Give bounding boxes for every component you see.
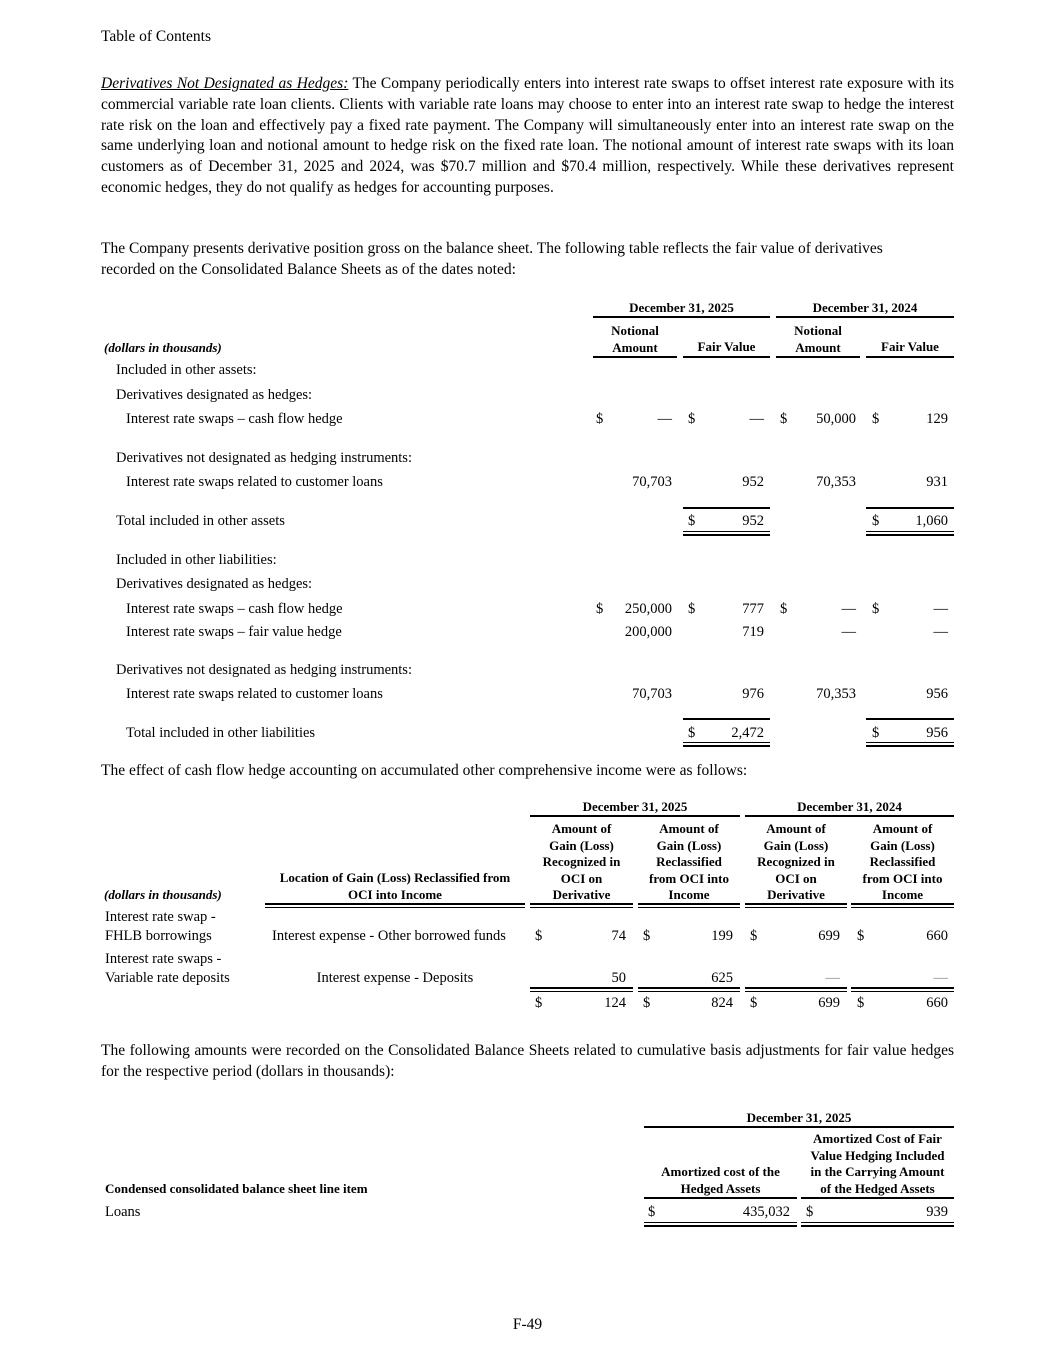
page-number: F-49 — [512, 1316, 543, 1333]
section-label: Derivatives not designated as hedging instruments: — [116, 450, 412, 466]
paragraph-cash-flow-effect: The effect of cash flow hedge accounting on accumulated other comprehensive income were as follows: — [101, 762, 748, 779]
period-header-2025: December 31, 2025 — [746, 1110, 852, 1125]
section-label: Derivatives not designated as hedging instruments: — [116, 662, 412, 678]
section-label: Derivatives designated as hedges: — [116, 387, 313, 403]
col-header-amortized-cost: Amortized cost of the Hedged Assets — [661, 1164, 780, 1196]
paragraph-body: The Company periodically enters into interest rate swaps to offset interest rate exposure with its commercial variable rate loan clients. Clients with variable rate loans may choose to enter into an interest rate swap to hedge the interest rate risk on the loan and effectively pay a fixed rate payment. The Company will simultaneously enter into an interest rate swap on the same underlying loan and notional amount to hedge risk on the fixed rate loan. The notional amount of interest rate swaps with its loan customers as of December 31, 2025 and 2024, was $70.7 million and $70.4 million, respectively. While these derivatives represent economic hedges, they do not qualify as hedges for accounting purposes. — [101, 75, 954, 196]
section-label: Included in other assets: — [116, 362, 257, 378]
units-label: (dollars in thousands) — [104, 887, 222, 902]
location-header: Location of Gain (Loss) Reclassified from OCI into Income — [279, 870, 511, 902]
period-header-2025: December 31, 2025 — [582, 799, 688, 814]
period-header-2024: December 31, 2024 — [797, 799, 902, 814]
section-label: Included in other liabilities: — [116, 552, 277, 568]
col-header-recognized-2025: Amount of Gain (Loss) Recognized in OCI on Derivative — [542, 821, 621, 902]
col-header-notional-2025: Notional Amount — [611, 323, 659, 355]
col-header-reclassified-2025: Amount of Gain (Loss) Reclassified from OCI into Income — [649, 821, 729, 902]
col-header-notional-2024: Notional Amount — [794, 323, 842, 355]
table-of-contents-link[interactable]: Table of Contents — [101, 28, 211, 45]
paragraph-basis-adjustments: The following amounts were recorded on the Consolidated Balance Sheets related to cumulative basis adjustments for fair value hedges for the respective period (dollars in thousands): — [101, 1042, 954, 1080]
period-header-2024: December 31, 2024 — [812, 300, 918, 315]
units-label: (dollars in thousands) — [104, 340, 222, 355]
col-header-recognized-2024: Amount of Gain (Loss) Recognized in OCI on Derivative — [757, 821, 835, 902]
col-header-fair-value-2024: Fair Value — [881, 339, 939, 354]
col-header-reclassified-2024: Amount of Gain (Loss) Reclassified from OCI into Income — [862, 821, 943, 902]
period-header-2025: December 31, 2025 — [629, 300, 734, 315]
col-header-fair-value-2025: Fair Value — [697, 339, 756, 354]
paragraph-lead: Derivatives Not Designated as Hedges: — [101, 75, 349, 92]
row-header: Condensed consolidated balance sheet line item — [105, 1181, 368, 1196]
col-header-fair-value-hedging: Amortized Cost of Fair Value Hedging Included in the Carrying Amount of the Hedged Assets — [810, 1131, 945, 1196]
section-label: Derivatives designated as hedges: — [116, 576, 313, 592]
paragraph-gross-presentation: The Company presents derivative position gross on the balance sheet. The following table reflects the fair value of derivatives recorded on the Consolidated Balance Sheets as of the dates noted: — [101, 240, 883, 278]
paragraph-derivatives-not-designated — [101, 74, 954, 199]
